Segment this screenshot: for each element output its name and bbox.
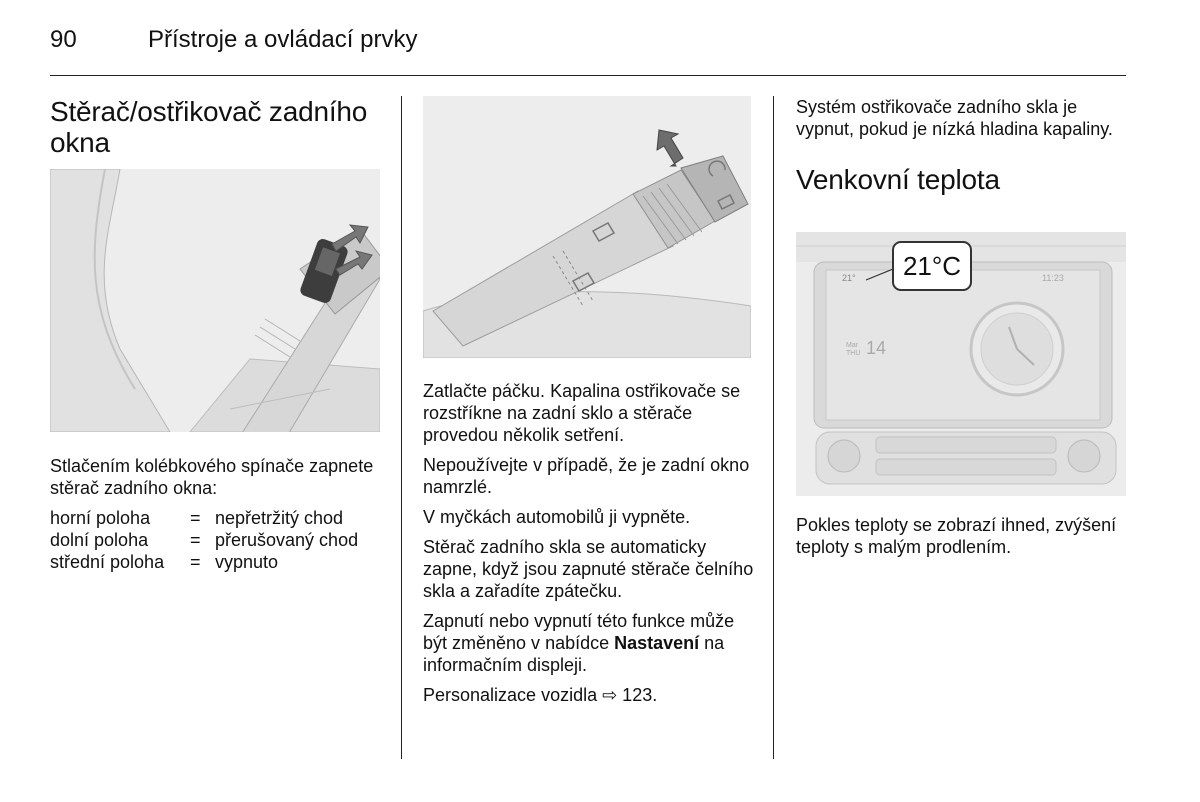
paragraph: Zatlačte páčku. Kapalina ostřikovače se rozstříkne na zadní sklo a stěrače provedou několik setření. bbox=[423, 381, 741, 445]
intro-text: Stlačením kolébkového spínače zapnete stěrač zadního okna: bbox=[50, 456, 374, 498]
position-label: dolní poloha bbox=[50, 530, 149, 550]
section-heading: Venkovní teplota bbox=[796, 164, 1000, 195]
header-rule bbox=[50, 75, 1126, 76]
position-value: vypnuto bbox=[215, 552, 279, 572]
display-date-day: 14 bbox=[866, 338, 887, 358]
paragraph: Nepoužívejte v případě, že je zadní okno namrzlé. bbox=[423, 455, 750, 497]
position-value: přerušovaný chod bbox=[215, 530, 359, 550]
menu-name-settings: Nastavení bbox=[614, 633, 700, 653]
paragraph: V myčkách automobilů ji vypněte. bbox=[423, 507, 691, 527]
position-label: střední poloha bbox=[50, 552, 165, 572]
position-label: horní poloha bbox=[50, 508, 151, 528]
paragraph: Stěrač zadního skla se automaticky zapne, když jsou zapnuté stěrače čelního skla a zařadíte zpátečku. bbox=[423, 537, 754, 601]
position-separator: = bbox=[190, 552, 201, 572]
paragraph-text: na informačním displeji. bbox=[423, 633, 725, 675]
position-separator: = bbox=[190, 530, 201, 550]
right-body-bottom bbox=[796, 514, 1126, 558]
cross-reference: Personalizace vozidla ⇨ 123. bbox=[423, 685, 658, 705]
middle-body bbox=[423, 380, 758, 706]
paragraph bbox=[423, 610, 758, 676]
paragraph: Systém ostřikovače zadního skla je vypnut, pokud je nízká hladina kapaliny. bbox=[796, 97, 1113, 139]
right-body-top bbox=[796, 96, 1126, 195]
rear-wiper-stalk-figure bbox=[50, 169, 380, 432]
position-list bbox=[50, 507, 390, 577]
column-divider bbox=[401, 96, 402, 759]
display-temperature-small: 21° bbox=[842, 273, 856, 283]
section-heading: Stěrač/ostřikovač zadního okna bbox=[50, 96, 368, 158]
position-separator: = bbox=[190, 508, 201, 528]
wiper-lever-icon bbox=[423, 96, 751, 358]
display-time: 11:23 bbox=[1042, 273, 1064, 283]
paragraph-text: Zapnutí nebo vypnutí této funkce může být změněno v nabídce bbox=[423, 611, 735, 653]
callout-temperature: 21°C bbox=[902, 251, 962, 281]
display-date-label: Mar THU bbox=[846, 342, 861, 357]
left-body bbox=[50, 455, 380, 499]
wiper-lever-figure bbox=[423, 96, 751, 358]
position-value: nepřetržitý chod bbox=[215, 508, 344, 528]
page-header bbox=[50, 26, 1126, 56]
chapter-title: Přístroje a ovládací prvky bbox=[148, 26, 418, 53]
paragraph: Pokles teploty se zobrazí ihned, zvýšení teploty s malým prodlením. bbox=[796, 515, 1117, 557]
page-number: 90 bbox=[50, 26, 77, 53]
column-divider bbox=[773, 96, 774, 759]
rear-wiper-stalk-icon bbox=[50, 169, 380, 432]
info-display-figure bbox=[796, 232, 1126, 496]
left-column bbox=[50, 96, 385, 158]
